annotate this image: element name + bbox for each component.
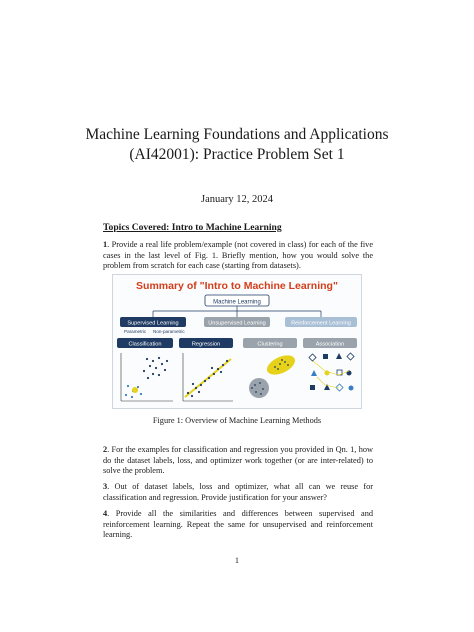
- section-heading: Topics Covered: Intro to Machine Learning: [103, 222, 282, 233]
- question-1: [103, 240, 373, 272]
- figure-caption: Figure 1: Overview of Machine Learning Methods: [152, 416, 322, 425]
- association-illustration: [309, 353, 354, 391]
- title-line-2: (AI42001): Practice Problem Set 1: [129, 146, 345, 163]
- non-parametric-label: Non-parametric: [153, 329, 185, 334]
- question-3-text: . Out of dataset labels, loss and optimizer, what all can we reuse for classification and regression. Provide justification for your answer?: [103, 482, 373, 502]
- question-4-number: 4: [103, 509, 108, 518]
- question-4-text: . Provide all the similarities and differences between supervised and reinforcement learning. Repeat the same for unsupervised and reinforcement learning.: [103, 509, 373, 540]
- classification-scatter-illustration: [121, 353, 173, 401]
- figure-title: Summary of "Intro to Machine Learning": [136, 280, 338, 292]
- clustering-node-label: Clustering: [257, 341, 283, 348]
- question-2-number: 2: [103, 445, 108, 454]
- supervised-node-label: Supervised Learning: [127, 320, 179, 327]
- question-3: [103, 482, 373, 503]
- question-3-number: 3: [103, 482, 108, 491]
- root-node-label: Machine Learning: [213, 299, 261, 306]
- document-date: January 12, 2024: [200, 194, 274, 205]
- regression-node-label: Regression: [191, 341, 221, 348]
- question-2: [103, 445, 373, 477]
- title-line-1: Machine Learning Foundations and Applications: [85, 126, 389, 143]
- association-node-label: Association: [315, 341, 345, 348]
- tree-connectors-top: [153, 306, 321, 317]
- figure-diagram: [113, 275, 361, 408]
- clustering-illustration: [249, 351, 298, 398]
- classification-node-label: Classification: [128, 341, 162, 348]
- page-number: 1: [234, 556, 240, 565]
- question-2-text: . For the examples for classification and regression you provided in Qn. 1, how do the dataset labels, loss, and optimizer work together (or are inter-related) to solve the problem.: [103, 445, 373, 476]
- question-4: [103, 509, 373, 541]
- reinforcement-node-label: Reinforcement Learning: [291, 320, 351, 327]
- regression-scatter-illustration: [183, 353, 233, 401]
- figure-ml-overview: [112, 274, 362, 409]
- parametric-label: Parametric: [124, 329, 147, 334]
- document-title: [60, 125, 414, 165]
- question-1-number: 1: [103, 240, 108, 249]
- question-1-text: . Provide a real life problem/example (not covered in class) for each of the five cases in the last level of Fig. 1. Briefly mention, how you would solve the problem from scratch for each case (starting from datasets).: [103, 240, 373, 271]
- unsupervised-node-label: Unsupervised Learning: [208, 320, 266, 327]
